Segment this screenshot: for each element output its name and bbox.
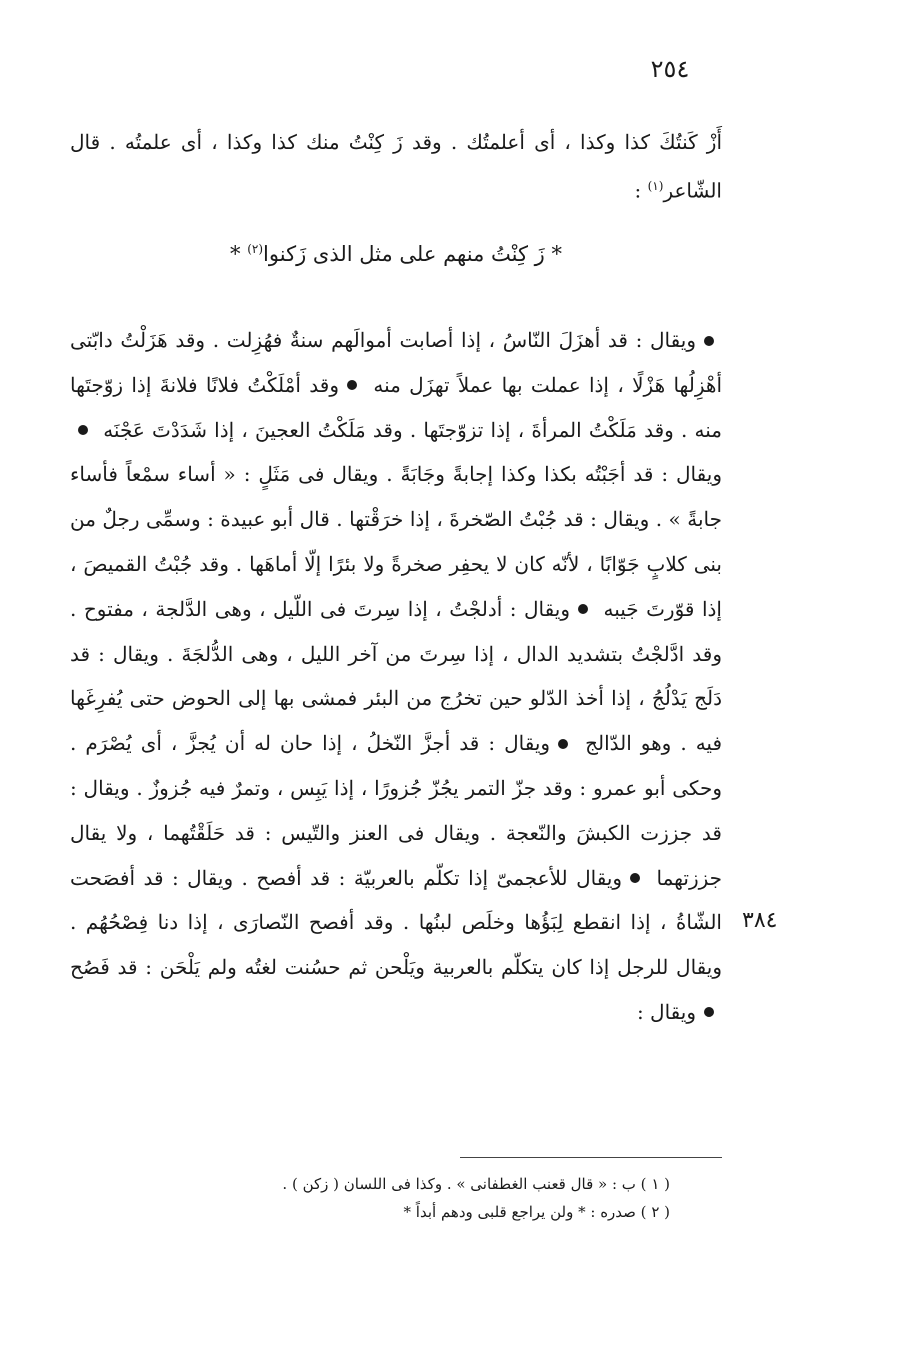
- bullet-icon: [78, 425, 88, 435]
- bullet-icon: [704, 1007, 714, 1017]
- footnote-1: ( ١ ) ب : « قال قعنب الغطفانى » . وكذا فى اللسان ( زكن ) .: [282, 1175, 670, 1193]
- intro-paragraph: [70, 120, 722, 213]
- entry-jawb: ويقال : قد أجَبْتُه بكذا وكذا إجابةً وجَابَةً . ويقال فى مَثَلٍ : « أساء سمْعاً فأساء جابةً » . ويقال : قد جُبْتُ الصّخرةَ ، إذا خرَقْتها . قال أبو عبيدة : وسمِّى رجلٌ من بنى كلابٍ جَوّابًا ، لأنّه كان لا يحفِر صخرةً ولا بئرًا إلّا أماهَها . وقد جُبْتُ القميصَ ، إذا قوّرتَ جَيبه: [70, 462, 722, 621]
- intro-text: أَزْ كَنتُكَ كذا وكذا ، أى أعلمتُك . وقد زَ كِنْتُ منك كذا وكذا ، أى علمتُه . قال الشّاعر: [70, 130, 722, 203]
- entry-dalj: ويقال : أدلجْتُ ، إذا سِرتَ فى اللّيل ، وهى الدَّلجة ، مفتوح . وقد ادَّلجْتُ بتشديد الدال ، إذا سِرتَ من آخر الليل ، وهى الدُّلجَةَ . ويقال : قد دَلَج يَدْلُجُ ، إذا أخذ الدّلو حين تخرُج من البئر فمشى بها إلى الحوض حتى يُفرِغَها فيه . وهو الدّالج: [70, 596, 723, 756]
- verse-star-right: *: [551, 242, 562, 266]
- intro-tail: :: [634, 178, 648, 203]
- footnote-2: ( ٢ ) صدره : * ولن يراجع قلبى ودهم أبداً *: [403, 1203, 670, 1221]
- entry-continued: ويقال :: [636, 999, 696, 1024]
- entry-jazz: ويقال : قد أجزَّ النّخلُ ، إذا حان له أن يُجزَّ ، أى يُصْرَم . وحكى أبو عمرو : وقد جزّ التمر يجُزّ جُزورًا ، إذا يَبِس ، وتمرٌ فيه جُزوزٌ . ويقال : قد جززت الكبشَ والنّعجة . ويقال فى العنز والتّيس : قد حَلَقْتُهما ، ولا يقال جززتهما: [70, 731, 723, 890]
- main-paragraph: [70, 318, 722, 1035]
- footnote-ref-1: (١): [647, 179, 664, 193]
- bullet-icon: [347, 380, 357, 390]
- bullet-icon: [704, 336, 714, 346]
- entry-mulk: وقد أمْلَكْتُ فلانًا فلانةَ إذا زوّجتَها منه . وقد مَلَكْتُ المرأةَ ، إذا تزوّجتَها . وقد مَلَكْتُ العجينَ ، إذا شَدَدْتَ عَجْنَه: [70, 372, 723, 442]
- footnote-ref-2: (٢): [247, 242, 264, 256]
- bullet-icon: [630, 873, 640, 883]
- bullet-icon: [578, 604, 588, 614]
- verse-text: زَ كِنْتُ منهم على مثل الذى زَكنوا: [263, 242, 545, 266]
- verse-star-left: *: [230, 242, 241, 266]
- margin-number: ٣٨٤: [742, 908, 778, 933]
- footnotes: [200, 1170, 670, 1226]
- page-number: ٢٥٤: [650, 55, 690, 83]
- entry-fasaha: ويقال للأعجمىّ إذا تكلّم بالعربيّة : قد أفصح . ويقال : قد أفصَحت الشّاةُ ، إذا انقطع لِبَؤُها وخلَص لبنُها . وقد أفصح النّصارَى ، إذا دنا فِصْحُهُم . ويقال للرجل إذا كان يتكلّم بالعربية ويَلْحن ثم حسُنت لغتُه ولم يَلْحَن : قد فَصُح: [70, 865, 722, 980]
- main-text: [70, 318, 722, 1035]
- bullet-icon: [558, 739, 568, 749]
- entry-hazl: ويقال : قد أهزَلَ النّاسُ ، إذا أصابت أموالَهم سنةٌ فهُزِلت . وقد هَزَلْتُ دابّتى أهْزِلُها هَزْلًا ، إذا عملت بها عملاً تهزَل منه: [70, 328, 723, 397]
- footnote-divider: [460, 1157, 722, 1158]
- verse-line: [70, 242, 722, 266]
